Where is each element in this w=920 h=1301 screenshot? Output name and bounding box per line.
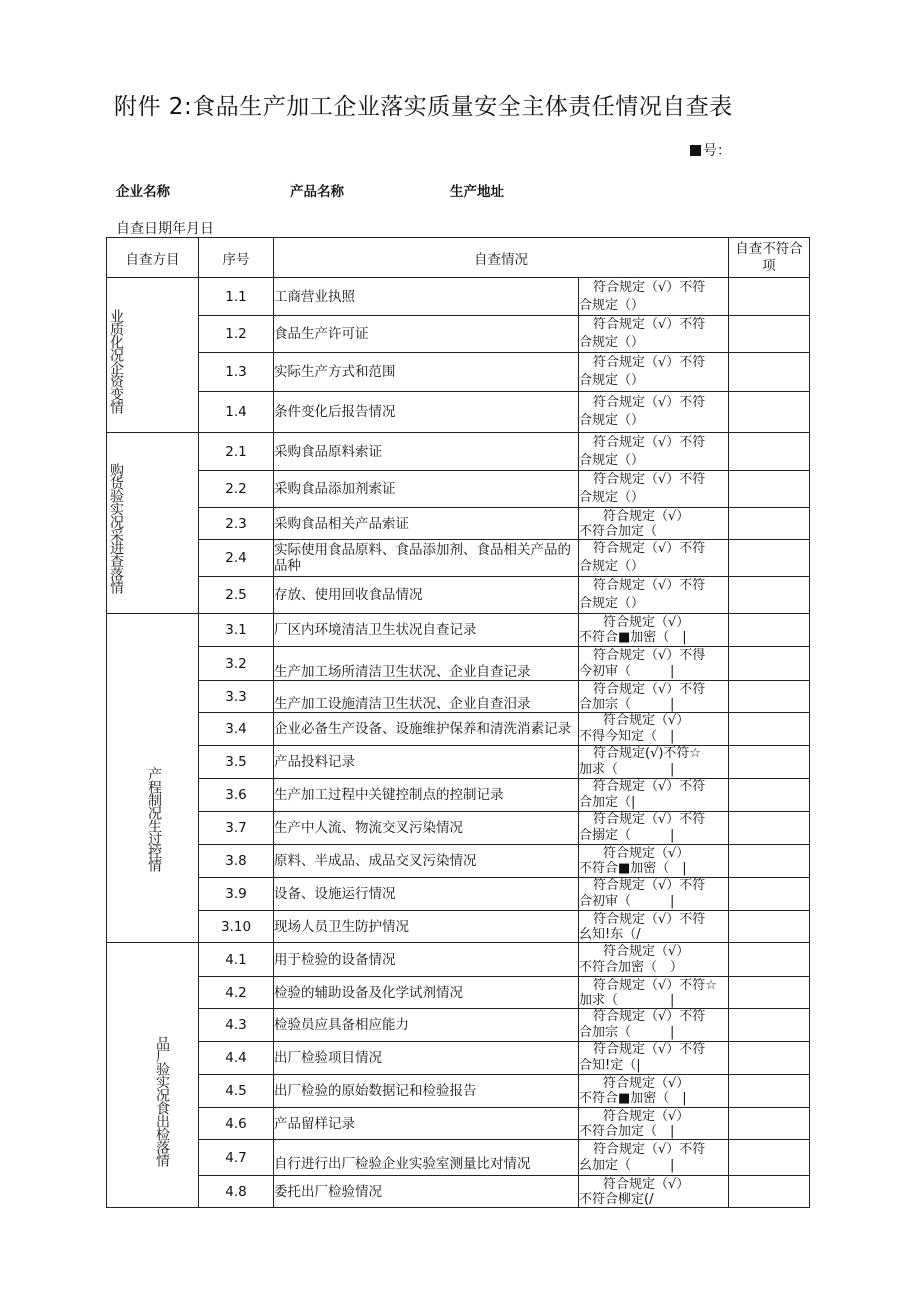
table-header-row (107, 238, 810, 278)
result-line-2: 合加宗（ | (579, 1025, 675, 1040)
check-item: 委托出厂检验情况 (274, 1176, 579, 1208)
result-line-2: 合规定（） (579, 373, 645, 388)
result-cell[interactable] (579, 614, 729, 647)
row-number: 3.7 (199, 812, 274, 845)
result-cell[interactable] (579, 353, 729, 392)
header-number: 序号 (199, 238, 274, 278)
result-line-2: 幺加定（ | (579, 1157, 675, 1173)
category-label: 购货验实况采进查落情 (108, 463, 124, 593)
table-row (107, 316, 810, 353)
check-item: 条件变化后报告情况 (274, 392, 579, 433)
result-cell[interactable] (579, 1140, 729, 1176)
table-row (107, 779, 810, 812)
nonconform-cell[interactable] (729, 1075, 810, 1108)
table-row (107, 392, 810, 433)
table-row (107, 540, 810, 577)
nonconform-cell[interactable] (729, 392, 810, 433)
row-number: 4.7 (199, 1140, 274, 1176)
check-item: 生产中人流、物流交叉污染情况 (274, 812, 579, 845)
row-number: 3.2 (199, 647, 274, 681)
serial-number-text: 号： (703, 143, 731, 159)
result-line-2: 合知!定（| (579, 1058, 641, 1073)
row-number: 4.1 (199, 943, 274, 977)
row-number: 2.2 (199, 471, 274, 508)
result-cell[interactable] (579, 977, 729, 1009)
check-item: 用于检验的设备情况 (274, 943, 579, 977)
check-item: 生产加工设施清洁卫生状况、企业自查汨录 (274, 681, 579, 713)
result-cell[interactable] (579, 278, 729, 316)
nonconform-cell[interactable] (729, 943, 810, 977)
nonconform-cell[interactable] (729, 812, 810, 845)
table-row (107, 471, 810, 508)
check-item: 出厂检验项目情况 (274, 1042, 579, 1075)
table-row (107, 577, 810, 614)
result-line-1: 符合规定（√）不符 (593, 578, 706, 593)
result-line-2: 不符合加定（ (579, 523, 658, 539)
result-line-1: 符合规定（√）不符 (593, 911, 706, 927)
row-number: 3.10 (199, 911, 274, 943)
result-line-2: 今初审（ | (579, 663, 675, 679)
result-line-2: 加求（ | (579, 992, 675, 1008)
table-row (107, 746, 810, 779)
row-number: 3.8 (199, 845, 274, 878)
header-situation: 自查情况 (274, 238, 729, 278)
header-nonconform: 自查不符合项 (729, 238, 810, 278)
nonconform-cell[interactable] (729, 681, 810, 713)
table-row (107, 353, 810, 392)
check-item: 现场人员卫生防护情况 (274, 911, 579, 943)
result-line-1: 符合规定（√）不符 (593, 1141, 706, 1157)
nonconform-cell[interactable] (729, 779, 810, 812)
row-number: 2.3 (199, 508, 274, 540)
check-item: 采购食品原料索证 (274, 433, 579, 471)
check-item: 采购食品相关产品索证 (274, 508, 579, 540)
result-cell[interactable] (579, 1075, 729, 1108)
result-line-2: 不符合加密（ ） (579, 959, 684, 975)
row-number: 1.1 (199, 278, 274, 316)
nonconform-cell[interactable] (729, 577, 810, 614)
check-item: 采购食品添加剂索证 (274, 471, 579, 508)
check-item: 实际生产方式和范围 (274, 353, 579, 392)
result-cell[interactable] (579, 943, 729, 977)
product-name-label: 产品名称 (290, 184, 344, 200)
nonconform-cell[interactable] (729, 1140, 810, 1176)
result-line-2: 合加定（| (579, 795, 636, 810)
row-number: 2.5 (199, 577, 274, 614)
result-cell[interactable] (579, 911, 729, 943)
table-row (107, 845, 810, 878)
result-cell[interactable] (579, 433, 729, 471)
row-number: 4.8 (199, 1176, 274, 1208)
nonconform-cell[interactable] (729, 647, 810, 681)
table-row (107, 713, 810, 746)
check-item: 检验员应具备相应能力 (274, 1009, 579, 1042)
table-row (107, 278, 810, 316)
result-line-1: 符合规定（√）不得 (593, 647, 706, 663)
nonconform-cell[interactable] (729, 845, 810, 878)
nonconform-cell[interactable] (729, 911, 810, 943)
result-cell[interactable] (579, 1108, 729, 1140)
result-cell[interactable] (579, 647, 729, 681)
nonconform-cell[interactable] (729, 278, 810, 316)
table-row (107, 1176, 810, 1208)
nonconform-cell[interactable] (729, 540, 810, 577)
result-line-1: 符合规定（√） (603, 1176, 690, 1192)
check-item: 产品投料记录 (274, 746, 579, 779)
result-line-1: 符合规定（√） (603, 943, 690, 959)
result-line-1: 符合规定（√） (603, 615, 690, 630)
nonconform-cell[interactable] (729, 713, 810, 746)
table-row (107, 1075, 810, 1108)
result-line-2: 合规定（） (579, 596, 645, 611)
table-row (107, 943, 810, 977)
category-cell-purchase (107, 433, 199, 614)
row-number: 3.9 (199, 878, 274, 911)
result-line-1: 符合规定(√)不符☆ (593, 746, 702, 761)
result-cell[interactable] (579, 1176, 729, 1208)
nonconform-cell[interactable] (729, 1176, 810, 1208)
result-line-2: 不符合■加密（ | (579, 630, 687, 645)
check-item: 存放、使用回收食品情况 (274, 577, 579, 614)
result-line-1: 符合规定（√）不符 (593, 681, 706, 697)
nonconform-cell[interactable] (729, 977, 810, 1009)
result-line-2: 不符合柳定(/ (579, 1191, 654, 1207)
row-number: 2.1 (199, 433, 274, 471)
row-number: 1.4 (199, 392, 274, 433)
result-line-2: 不得今知定（ | (579, 729, 675, 744)
check-item: 企业必备生产设备、设施维护保养和清洗消素记录 (274, 713, 579, 746)
table-row (107, 614, 810, 647)
check-date-label: 自查日期年月日 (116, 221, 214, 237)
result-cell[interactable] (579, 540, 729, 577)
result-line-1: 符合规定（√）不符 (593, 434, 706, 450)
result-line-1: 符合规定（√） (603, 1076, 690, 1091)
result-line-1: 符合规定（√） (603, 1108, 690, 1124)
nonconform-cell[interactable] (729, 508, 810, 540)
check-item: 工商营业执照 (274, 278, 579, 316)
result-line-1: 符合规定（√）不符☆ (593, 977, 717, 993)
nonconform-cell[interactable] (729, 614, 810, 647)
row-number: 3.5 (199, 746, 274, 779)
nonconform-cell[interactable] (729, 471, 810, 508)
category-label: 品厂验实况食出检落情 (154, 1036, 170, 1166)
result-line-1: 符合规定（√）不符 (593, 1042, 706, 1057)
nonconform-cell[interactable] (729, 316, 810, 353)
check-item: 食品生产许可证 (274, 316, 579, 353)
result-cell[interactable] (579, 577, 729, 614)
result-line-1: 符合规定（√） (603, 713, 690, 728)
result-line-2: 加求（ | (579, 762, 675, 777)
result-cell[interactable] (579, 713, 729, 746)
result-line-1: 符合规定（√）不符 (593, 878, 706, 893)
result-cell[interactable] (579, 746, 729, 779)
result-line-2: 幺知!东（/ (579, 926, 641, 942)
nonconform-cell[interactable] (729, 746, 810, 779)
result-line-2: 合规定（） (579, 335, 645, 350)
serial-number-label (690, 140, 731, 160)
result-cell[interactable] (579, 812, 729, 845)
result-line-2: 合规定（） (579, 559, 645, 574)
table-row (107, 647, 810, 681)
table-row (107, 508, 810, 540)
row-number: 3.1 (199, 614, 274, 647)
row-number: 4.3 (199, 1009, 274, 1042)
result-line-1: 符合规定（√）不符 (593, 279, 706, 295)
result-line-1: 符合规定（√）不符 (593, 355, 706, 370)
row-number: 4.4 (199, 1042, 274, 1075)
result-line-2: 合初审（ | (579, 894, 675, 909)
row-number: 1.3 (199, 353, 274, 392)
result-line-2: 不符合■加密（ | (579, 861, 687, 876)
result-line-1: 符合规定（√）不符 (593, 472, 706, 487)
result-line-2: 合规定（） (579, 413, 645, 428)
nonconform-cell[interactable] (729, 1009, 810, 1042)
table-row (107, 681, 810, 713)
check-item: 厂区内环境清洁卫生状况自查记录 (274, 614, 579, 647)
result-cell[interactable] (579, 508, 729, 540)
result-cell[interactable] (579, 878, 729, 911)
result-line-2: 合规定（） (579, 297, 645, 313)
redaction-block (690, 145, 701, 156)
row-number: 3.3 (199, 681, 274, 713)
row-number: 3.4 (199, 713, 274, 746)
result-line-2: 合规定（） (579, 490, 645, 505)
result-cell[interactable] (579, 1009, 729, 1042)
result-cell[interactable] (579, 471, 729, 508)
result-line-1: 符合规定（√）不符 (593, 395, 706, 410)
result-line-1: 符合规定（√）不符 (593, 541, 706, 556)
result-line-1: 符合规定（√）不符 (593, 1009, 706, 1024)
check-item: 出厂检验的原始数据记和检验报告 (274, 1075, 579, 1108)
production-address-label: 生产地址 (450, 184, 504, 200)
check-item: 自行进行出厂检验企业实验室测量比对情况 (274, 1140, 579, 1176)
category-label: 业质化况企资变情 (108, 309, 124, 413)
check-item: 原料、半成品、成品交叉污染情况 (274, 845, 579, 878)
nonconform-cell[interactable] (729, 433, 810, 471)
result-line-2: 不符合■加密（ | (579, 1091, 687, 1106)
result-cell[interactable] (579, 845, 729, 878)
check-item: 设备、设施运行情况 (274, 878, 579, 911)
row-number: 4.6 (199, 1108, 274, 1140)
check-item: 实际使用食品原料、食品添加剂、食品相关产品的品种 (274, 540, 579, 577)
check-item: 生产加工场所清洁卫生状况、企业自查记录 (274, 647, 579, 681)
table-row (107, 812, 810, 845)
row-number: 3.6 (199, 779, 274, 812)
result-cell[interactable] (579, 779, 729, 812)
table-row (107, 1009, 810, 1042)
category-cell-production (107, 614, 199, 943)
nonconform-cell[interactable] (729, 353, 810, 392)
result-line-2: 合搦定（ | (579, 828, 675, 843)
category-cell-enterprise (107, 278, 199, 433)
table-row (107, 1108, 810, 1140)
result-cell[interactable] (579, 1042, 729, 1075)
row-number: 4.5 (199, 1075, 274, 1108)
table-row (107, 1140, 810, 1176)
nonconform-cell[interactable] (729, 1108, 810, 1140)
table-row (107, 1042, 810, 1075)
table-row (107, 878, 810, 911)
table-row (107, 911, 810, 943)
result-cell[interactable] (579, 681, 729, 713)
page-title: 附件 2:食品生产加工企业落实质量安全主体责任情况自查表 (114, 94, 733, 120)
result-line-1: 符合规定（√）不符 (593, 317, 706, 332)
result-line-1: 符合规定（√） (603, 508, 690, 524)
result-line-1: 符合规定（√） (603, 846, 690, 861)
row-number: 4.2 (199, 977, 274, 1009)
category-label: 产程制况生过控情 (146, 767, 162, 871)
result-cell[interactable] (579, 392, 729, 433)
check-item: 检验的辅助设备及化学试剂情况 (274, 977, 579, 1009)
check-item: 产品留样记录 (274, 1108, 579, 1140)
check-item: 生产加工过程中关键控制点的控制记录 (274, 779, 579, 812)
nonconform-cell[interactable] (729, 1042, 810, 1075)
category-cell-inspection (107, 943, 199, 1208)
result-line-2: 合规定（） (579, 452, 645, 468)
header-category: 自查方目 (107, 238, 199, 278)
result-cell[interactable] (579, 316, 729, 353)
result-line-1: 符合规定（√）不符 (593, 812, 706, 827)
row-number: 2.4 (199, 540, 274, 577)
result-line-1: 符合规定（√）不符 (593, 779, 706, 794)
nonconform-cell[interactable] (729, 878, 810, 911)
self-check-table (106, 237, 810, 1208)
table-row (107, 433, 810, 471)
row-number: 1.2 (199, 316, 274, 353)
table-row (107, 977, 810, 1009)
result-line-2: 不符合加定（ | (579, 1123, 675, 1139)
result-line-2: 合加宗（ | (579, 696, 675, 712)
company-name-label: 企业名称 (116, 184, 170, 200)
